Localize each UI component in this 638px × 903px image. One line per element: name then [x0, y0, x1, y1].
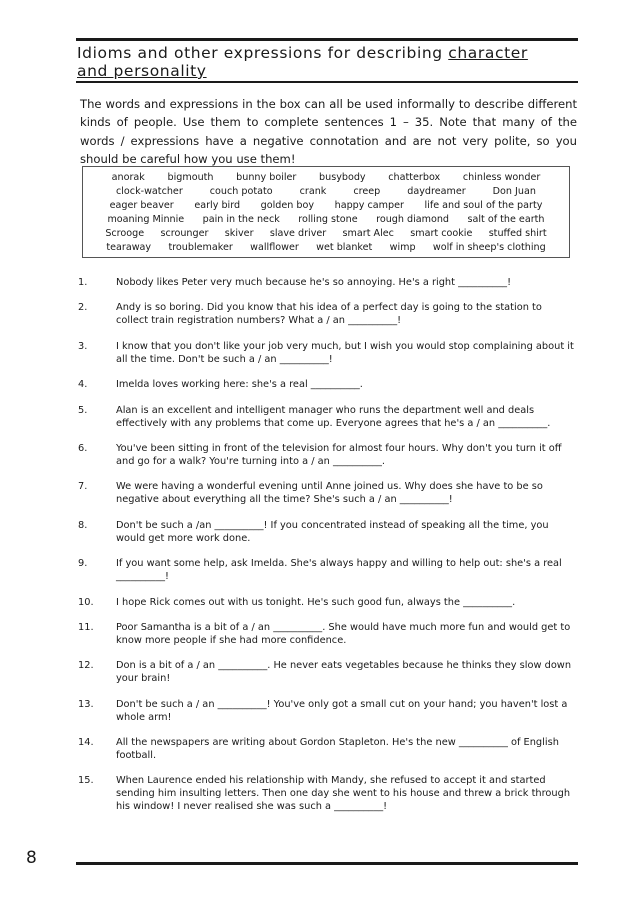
exercise-number: 6. [78, 442, 88, 454]
exercise-text: Nobody likes Peter very much because he's so annoying. He's a right __________! [116, 277, 512, 288]
exercise-text: We were having a wonderful evening until Anne joined us. Why does she have to be so negative about everything all the time? She's such a / an __________! [116, 481, 543, 506]
word-box-term: troublemaker [168, 242, 233, 253]
exercise-number: 3. [78, 340, 88, 352]
word-box-term: rough diamond [376, 214, 450, 225]
exercise-item [78, 659, 578, 685]
word-box-term: bunny boiler [236, 172, 297, 183]
word-box-term: pain in the neck [202, 214, 280, 225]
exercise-number: 9. [78, 558, 88, 570]
word-box-term: busybody [319, 172, 366, 183]
exercise-number: 11. [78, 621, 94, 633]
exercise-item [78, 442, 578, 468]
word-box-term: tearaway [106, 242, 152, 253]
word-box [82, 166, 570, 258]
word-box-term: scrounger [160, 228, 209, 239]
exercise-text: All the newspapers are writing about Gordon Stapleton. He's the new __________ of English football. [116, 737, 559, 762]
word-box-term: Scrooge [105, 228, 145, 239]
word-box-term: stuffed shirt [488, 228, 547, 239]
word-box-term: smart cookie [410, 228, 473, 239]
exercise-number: 13. [78, 698, 94, 710]
exercise-text: You've been sitting in front of the television for almost four hours. Why don't you turn it off and go for a walk? You're turning into a / an __________. [116, 442, 562, 467]
exercise-text: Don is a bit of a / an __________. He never eats vegetables because he thinks they slow down your brain! [116, 660, 572, 685]
word-box-term: life and soul of the party [424, 200, 543, 211]
exercise-item [78, 404, 578, 430]
top-rule [76, 38, 578, 41]
exercise-item [78, 698, 578, 724]
exercise-text: I know that you don't like your job very much, but I wish you would stop complaining about it all the time. Don't be such a / an __________! [116, 340, 574, 365]
exercise-text: Don't be such a /an __________! If you concentrated instead of speaking all the time, you would get more work done. [116, 519, 549, 544]
exercise-item [78, 276, 578, 289]
page-number: 8 [26, 848, 37, 868]
exercise-item [78, 621, 578, 647]
word-box-row [83, 241, 569, 255]
word-box-term: crank [299, 186, 327, 197]
title-rule [76, 81, 578, 83]
exercise-item [78, 480, 578, 506]
title-underlined-2: and personality [77, 62, 207, 80]
word-box-term: salt of the earth [467, 214, 545, 225]
word-box-term: slave driver [269, 228, 327, 239]
exercise-item [78, 774, 578, 813]
word-box-term: chatterbox [388, 172, 441, 183]
word-box-row [83, 199, 569, 213]
word-box-term: skiver [224, 228, 254, 239]
exercise-number: 2. [78, 302, 88, 314]
word-box-term: bigmouth [167, 172, 214, 183]
word-box-term: rolling stone [298, 214, 358, 225]
word-box-term: wolf in sheep's clothing [432, 242, 546, 253]
exercise-text: I hope Rick comes out with us tonight. He's such good fun, always the __________. [116, 596, 516, 608]
word-box-term: wallflower [250, 242, 299, 253]
exercise-text: Imelda loves working here: she's a real __________. [116, 379, 363, 391]
exercise-item [78, 736, 578, 762]
bottom-rule [76, 862, 578, 865]
word-box-term: creep [353, 186, 381, 197]
title-underlined-1: character [448, 44, 528, 62]
exercise-text: Alan is an excellent and intelligent manager who runs the department well and deals effectively with any problems that come up. Everyone agrees that he's a / an __________. [116, 404, 551, 429]
word-box-term: Don Juan [492, 186, 536, 197]
exercise-item [78, 378, 578, 391]
exercise-item [78, 519, 578, 545]
word-box-row [83, 171, 569, 185]
word-box-term: moaning Minnie [107, 214, 185, 225]
exercise-number: 1. [78, 277, 88, 288]
exercise-item [78, 340, 578, 366]
exercise-number: 5. [78, 404, 88, 416]
word-box-term: couch potato [209, 186, 273, 197]
word-box-term: eager beaver [109, 200, 174, 211]
exercise-number: 10. [78, 596, 94, 608]
exercise-text: Poor Samantha is a bit of a / an __________. She would have much more fun and would get to know more people if she had more confidence. [116, 621, 571, 646]
word-box-row [83, 185, 569, 199]
page-title [77, 44, 577, 80]
word-box-term: wet blanket [316, 242, 373, 253]
word-box-term: chinless wonder [462, 172, 541, 183]
exercise-text: When Laurence ended his relationship with Mandy, she refused to accept it and started sending him insulting letters. Then one day she went to his house and threw a brick through his window! I never realised she was such a __________! [116, 775, 571, 813]
exercise-text: Andy is so boring. Did you know that his idea of a perfect day is going to the station to collect train registration numbers? What a / an __________! [116, 302, 542, 327]
exercise-number: 7. [78, 481, 88, 493]
word-box-term: happy camper [334, 200, 404, 211]
exercise-item [78, 301, 578, 327]
exercise-item [78, 557, 578, 583]
word-box-row [83, 213, 569, 227]
word-box-term: clock-watcher [115, 186, 183, 197]
intro-paragraph: The words and expressions in the box can all be used informally to describe different kinds of people. Use them to complete sentences 1 – 35. Note that many of the words / expressions have a negative connotation and are not very polite, so you should be careful how you use them! [80, 97, 577, 167]
word-box-term: smart Alec [342, 228, 394, 239]
exercise-text: If you want some help, ask Imelda. She's always happy and willing to help out: she's a real __________! [116, 558, 562, 583]
word-box-term: golden boy [260, 200, 315, 211]
word-box-term: wimp [389, 242, 416, 253]
word-box-term: anorak [111, 172, 145, 183]
word-box-term: early bird [194, 200, 241, 211]
word-box-row [83, 227, 569, 241]
exercise-number: 15. [78, 775, 94, 787]
exercise-number: 8. [78, 519, 88, 531]
exercise-list [78, 276, 578, 826]
exercise-item [78, 596, 578, 609]
exercise-number: 14. [78, 737, 94, 749]
exercise-number: 4. [78, 379, 88, 391]
exercise-text: Don't be such a / an __________! You've only got a small cut on your hand; you haven't lost a whole arm! [116, 698, 568, 723]
exercise-number: 12. [78, 660, 94, 672]
word-box-term: daydreamer [407, 186, 466, 197]
title-main: Idioms and other expressions for describing [77, 44, 449, 62]
